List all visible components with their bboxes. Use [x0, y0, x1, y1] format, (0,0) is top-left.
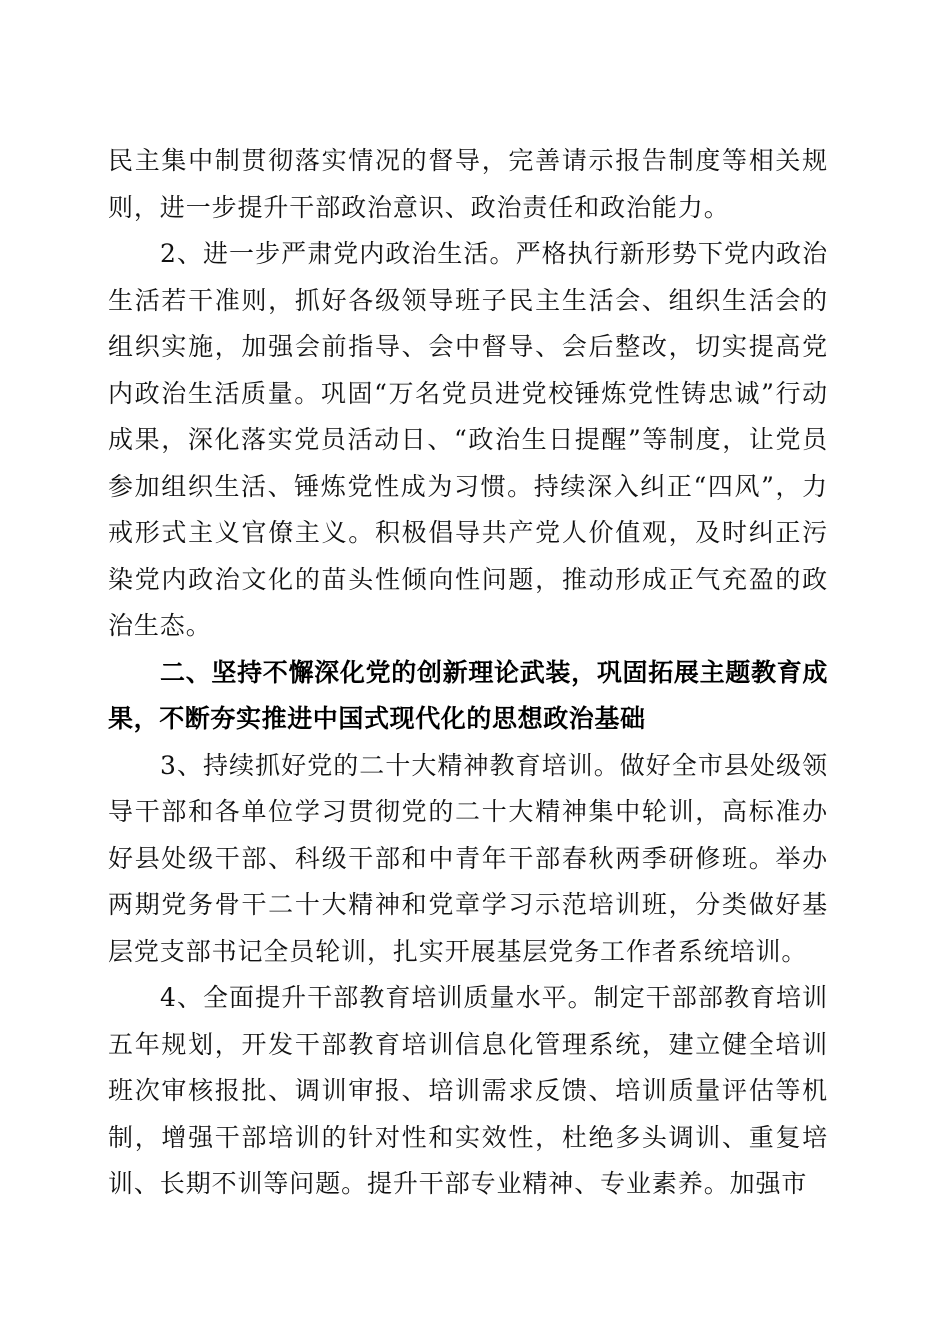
- paragraph-continuation: 民主集中制贯彻落实情况的督导，完善请示报告制度等相关规则，进一步提升干部政治意识、政治责任和政治能力。: [108, 146, 828, 222]
- paragraph-item-2: 2、进一步严肃党内政治生活。严格执行新形势下党内政治生活若干准则，抓好各级领导班子民主生活会、组织生活会的组织实施，加强会前指导、会中督导、会后整改，切实提高党内政治生活质量。巩固“万名党员进党校锤炼党性铸忠诚”行动成果，深化落实党员活动日、“政治生日提醒”等制度，让党员参加组织生活、锤炼党性成为习惯。持续深入纠正“四风”，力戒形式主义官僚主义。积极倡导共产党人价值观，及时纠正污染党内政治文化的苗头性倾向性问题，推动形成正气充盈的政治生态。: [108, 239, 828, 640]
- paragraph-item-3: 3、持续抓好党的二十大精神教育培训。做好全市县处级领导干部和各单位学习贯彻党的二十大精神集中轮训，高标准办好县处级干部、科级干部和中青年干部春秋两季研修班。举办两期党务骨干二十大精神和党章学习示范培训班，分类做好基层党支部书记全员轮训，扎实开展基层党务工作者系统培训。: [108, 750, 828, 966]
- section-heading-2: 二、坚持不懈深化党的创新理论武装，巩固拓展主题教育成果，不断夯实推进中国式现代化的思想政治基础: [108, 657, 828, 733]
- document-body: [108, 138, 828, 1208]
- paragraph-item-4: 4、全面提升干部教育培训质量水平。制定干部部教育培训五年规划，开发干部教育培训信息化管理系统，建立健全培训班次审核报批、调训审报、培训需求反馈、培训质量评估等机制，增强干部培训的针对性和实效性，杜绝多头调训、重复培训、长期不训等问题。提升干部专业精神、专业素养。加强市: [108, 983, 828, 1198]
